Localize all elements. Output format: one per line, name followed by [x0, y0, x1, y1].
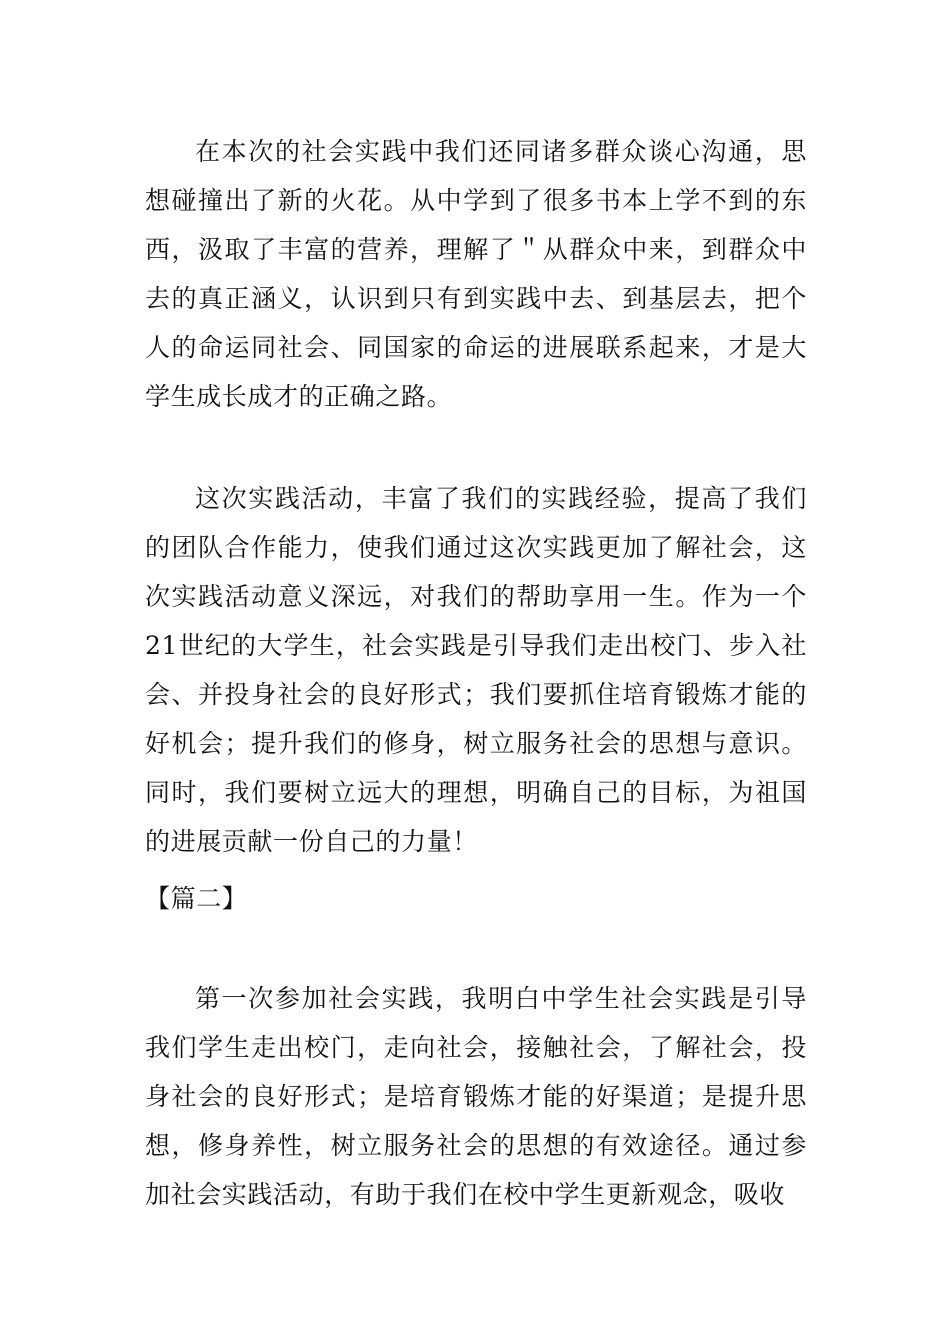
body-paragraph-1: 在本次的社会实践中我们还同诸多群众谈心沟通，思想碰撞出了新的火花。从中学到了很多书本上学不到的东西，汲取了丰富的营养，理解了＂从群众中来，到群众中去的真正涵义，认识到只有到实践中去、到基层去，把个人的命运同社会、同国家的命运的进展联系起来，才是大学生成长成才的正确之路。 [145, 137, 807, 411]
section-heading: 【篇二】 [145, 884, 248, 913]
body-paragraph-3: 第一次参加社会实践，我明白中学生社会实践是引导我们学生走出校门，走向社会，接触社会，了解社会，投身社会的良好形式；是培育锻炼才能的好渠道；是提升思想，修身养性，树立服务社会的思想的有效途径。通过参加社会实践活动，有助于我们在校中学生更新观念，吸收 [145, 984, 807, 1209]
body-paragraph-2: 这次实践活动，丰富了我们的实践经验，提高了我们的团队合作能力，使我们通过这次实践更加了解社会，这次实践活动意义深远，对我们的帮助享用一生。作为一个21世纪的大学生，社会实践是引导我们走出校门、步入社会、并投身社会的良好形式；我们要抓住培育锻炼才能的好机会；提升我们的修身，树立服务社会的思想与意识。同时，我们要树立远大的理想，明确自己的目标，为祖国的进展贡献一份自己的力量！ [145, 484, 807, 856]
